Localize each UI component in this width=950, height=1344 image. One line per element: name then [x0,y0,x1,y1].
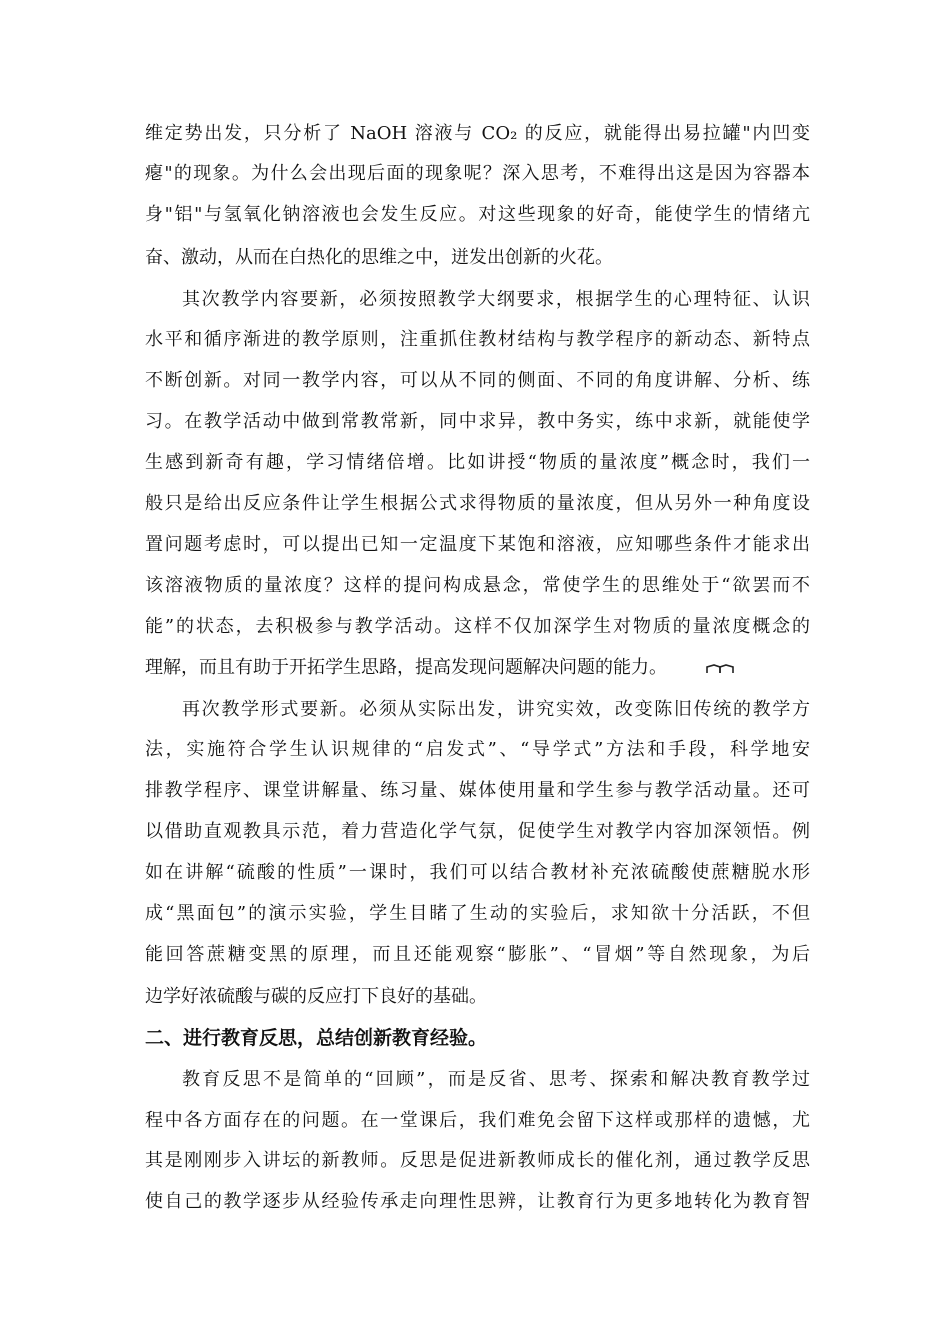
text-line: 使自己的教学逐步从经验传承走向理性思辨，让教育行为更多地转化为教育智 [145,1191,810,1212]
text-line: 程中各方面存在的问题。在一堂课后，我们难免会留下这样或那样的遗憾，尤 [145,1110,810,1131]
text-line: 边学好浓硫酸与碳的反应打下良好的基础。 [145,986,487,1007]
text-line: 生感到新奇有趣，学习情绪倍增。比如讲授“物质的量浓度”概念时，我们一 [145,452,810,473]
text-line: 该溶液物质的量浓度？这样的提问构成悬念，常使学生的思维处于“欲罢而不 [145,575,810,596]
text-line: 其是刚刚步入讲坛的新教师。反思是促进新教师成长的催化剂，通过教学反思 [145,1150,810,1171]
text-line: 般只是给出反应条件让学生根据公式求得物质的量浓度，但从另外一种角度设 [145,493,810,514]
section-heading: 二、进行教育反思，总结创新教育经验。 [145,1027,488,1049]
text-line: 法，实施符合学生认识规律的“启发式”、“导学式”方法和手段，科学地安 [145,739,810,760]
text-line: 瘪"的现象。为什么会出现后面的现象呢？深入思考，不难得出这是因为容器本 [145,163,810,184]
text-line: 不断创新。对同一教学内容，可以从不同的侧面、不同的角度讲解、分析、练 [145,370,810,391]
text-line: 能回答蔗糖变黑的原理，而且还能观察“膨胀”、“冒烟”等自然现象，为后 [145,944,810,965]
text-line: 维定势出发，只分析了 NaOH 溶液与 CO₂ 的反应，就能得出易拉罐"内凹变 [145,123,810,144]
text-line: 习。在教学活动中做到常教常新，同中求异，教中务实，练中求新，就能使学 [145,411,810,432]
paragraph-start: 再次教学形式要新。必须从实际出发，讲究实效，改变陈旧传统的教学方 [182,699,810,720]
editor-mark-icon [706,664,734,674]
text-line: 奋、激动，从而在白热化的思维之中，迸发出创新的火花。 [145,247,613,268]
text-line: 以借助直观教具示范，着力营造化学气氛，促使学生对教学内容加深领悟。例 [145,821,810,842]
paragraph-start: 教育反思不是简单的“回顾”，而是反省、思考、探索和解决教育教学过 [182,1069,810,1090]
paragraph-start: 其次教学内容要新，必须按照教学大纲要求，根据学生的心理特征、认识 [182,289,810,310]
text-line: 理解，而且有助于开拓学生思路，提高发现问题解决问题的能力。 [145,657,667,678]
text-line: 成“黑面包”的演示实验，学生目睹了生动的实验后，求知欲十分活跃，不但 [145,903,810,924]
text-line: 置问题考虑时，可以提出已知一定温度下某饱和溶液，应知哪些条件才能求出 [145,534,810,555]
text-line: 能”的状态，去积极参与教学活动。这样不仅加深学生对物质的量浓度概念的 [145,616,810,637]
text-line: 排教学程序、课堂讲解量、练习量、媒体使用量和学生参与教学活动量。还可 [145,780,810,801]
text-line: 如在讲解“硫酸的性质”一课时，我们可以结合教材补充浓硫酸使蔗糖脱水形 [145,862,810,883]
text-line: 身"铝"与氢氧化钠溶液也会发生反应。对这些现象的好奇，能使学生的情绪亢 [145,204,810,225]
text-line: 水平和循序渐进的教学原则，注重抓住教材结构与教学程序的新动态、新特点 [145,329,810,350]
